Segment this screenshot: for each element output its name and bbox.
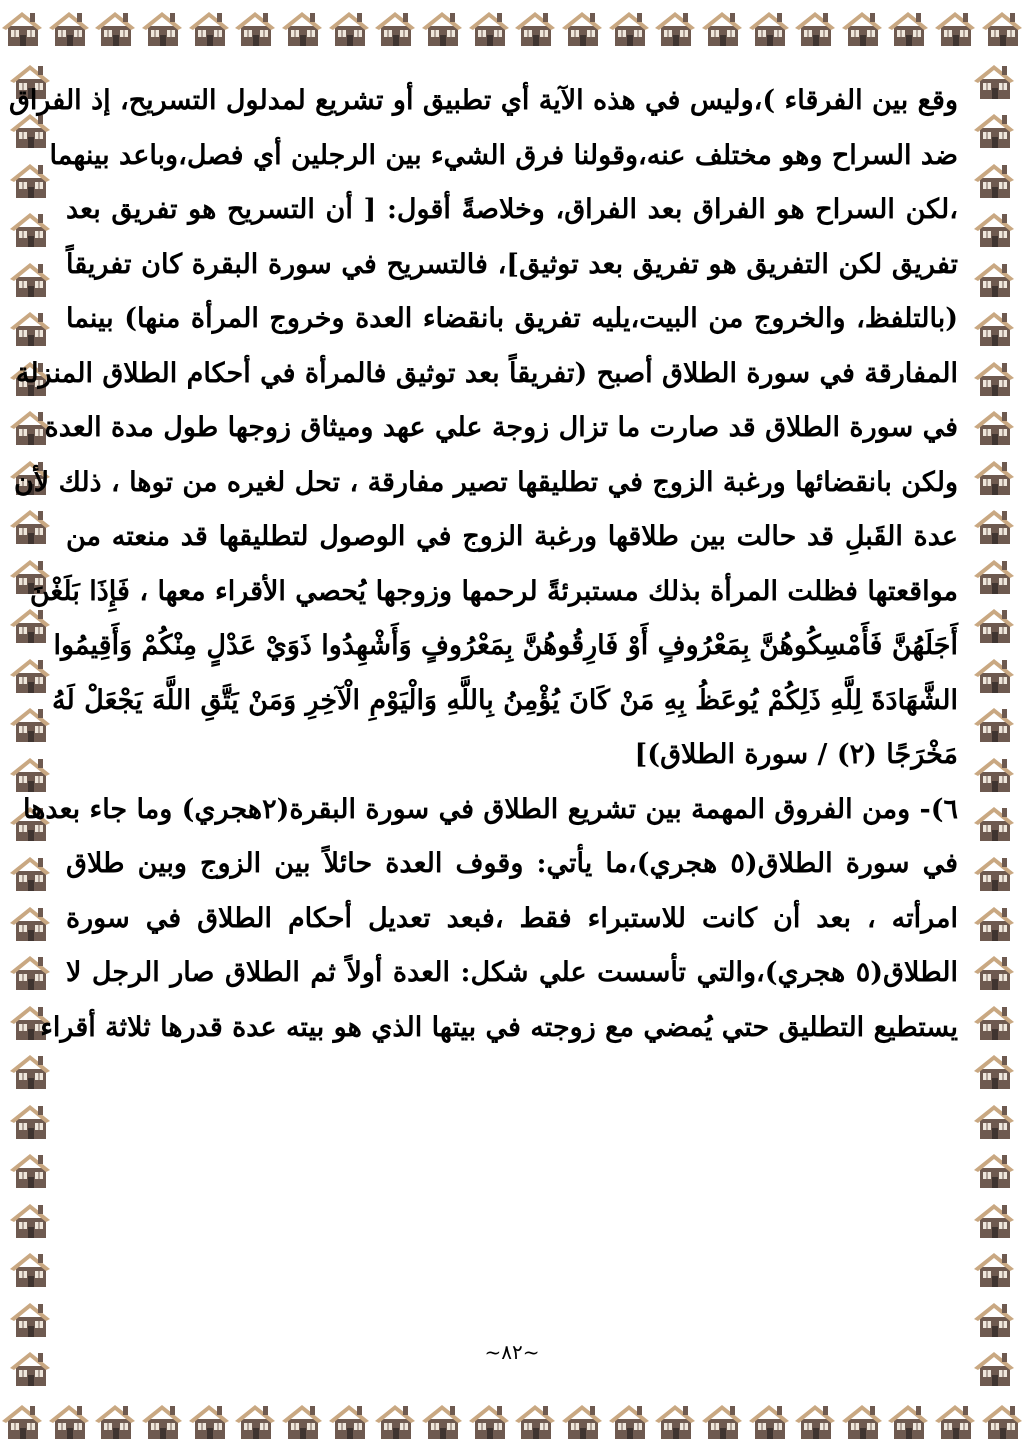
text-line: في سورة الطلاق(٥ هجري)،ما يأتي: وقوف العدة حائلاً بين الزوج وبين طلاق (66, 848, 958, 879)
house-icon (8, 306, 52, 350)
house-icon (840, 1399, 884, 1443)
house-icon (513, 6, 557, 50)
quran-verse-line: أَجَلَهُنَّ فَأَمْسِكُوهُنَّ بِمَعْرُوفٍ أَوْ فَارِقُوهُنَّ بِمَعْرُوفٍ وَأَشْهِدُوا ذَوَيْ عَدْلٍ مِنْكُمْ وَأَقِيمُوا (53, 630, 958, 661)
page-body (8, 74, 958, 1339)
house-icon (0, 1399, 44, 1443)
text-line: ضد السراح وهو مختلف عنه،وقولنا فرق الشيء بين الرجلين أي فصل،وباعد بينهما (49, 139, 958, 171)
house-icon (8, 1148, 52, 1192)
house-icon (8, 504, 52, 548)
house-icon (653, 6, 697, 50)
house-icon (280, 6, 324, 50)
house-icon (467, 1399, 511, 1443)
house-icon (972, 1198, 1016, 1242)
house-icon (972, 306, 1016, 350)
house-icon (972, 851, 1016, 895)
house-icon (8, 257, 52, 301)
house-icon (747, 1399, 791, 1443)
house-icon (327, 6, 371, 50)
house-icon (972, 1000, 1016, 1044)
house-icon (972, 653, 1016, 697)
text-line: ولكن بانقضائها ورغبة الزوج في تطليقها تصير مفارقة ، تحل لغيره من توها ، ذلك لأن (13, 466, 958, 498)
text-line: (بالتلفظ، والخروج من البيت،يليه تفريق بانقضاء العدة وخروج المرأة منها) بينما (66, 303, 958, 334)
text-line: امرأته ، بعد أن كانت للاستبراء فقط ،فبعد تعديل أحكام الطلاق في سورة (66, 902, 958, 934)
house-icon (8, 901, 52, 945)
house-icon (972, 752, 1016, 796)
house-icon (972, 1099, 1016, 1143)
house-icon (972, 702, 1016, 746)
house-icon (972, 801, 1016, 845)
house-icon (47, 6, 91, 50)
text-line: في سورة الطلاق قد صارت ما تزال زوجة علي عهد وميثاق زوجها طول مدة العدة (44, 412, 958, 443)
text-line: مواقعتها فظلت المرأة بذلك مستبرئةً لرحمها وزوجها يُحصي الأقراء معها ، فَإِذَا بَلَغْنَ (29, 575, 958, 607)
text-line: تفريق لكن التفريق هو تفريق بعد توثيق]، فالتسريح في سورة البقرة كان تفريقاً (66, 248, 958, 280)
house-icon (972, 405, 1016, 449)
text-line: ،لكن السراح هو الفراق بعد الفراق، وخلاصةً أقول: [ أن التسريح هو تفريق بعد (66, 194, 958, 225)
house-icon (8, 702, 52, 746)
house-icon (980, 1399, 1024, 1443)
house-icon (972, 554, 1016, 598)
house-icon (8, 950, 52, 994)
page-border-right (964, 56, 1024, 1393)
quran-verse-line: الشَّهَادَةَ لِلَّهِ ذَلِكُمْ يُوعَظُ بِهِ مَنْ كَانَ يُؤْمِنُ بِاللَّهِ وَالْيَوْمِ الْآخِرِ وَمَنْ يَتَّقِ اللَّهَ يَجْعَلْ لَهُ (52, 684, 958, 716)
house-icon (187, 6, 231, 50)
house-icon (8, 653, 52, 697)
house-icon (8, 1049, 52, 1093)
house-icon (280, 1399, 324, 1443)
house-icon (233, 6, 277, 50)
house-icon (747, 6, 791, 50)
house-icon (793, 1399, 837, 1443)
house-icon (700, 1399, 744, 1443)
house-icon (972, 455, 1016, 499)
page-number: ~٨٢~ (484, 1340, 540, 1364)
house-icon (793, 6, 837, 50)
house-icon (373, 6, 417, 50)
text-line: عدة القَبلِ قد حالت بين طلاقها ورغبة الزوج في الوصول لتطليقها قد منعته من (66, 521, 958, 552)
house-icon (840, 6, 884, 50)
house-icon (373, 1399, 417, 1443)
house-icon (327, 1399, 371, 1443)
house-icon (8, 158, 52, 202)
house-icon (972, 1247, 1016, 1291)
house-icon (972, 603, 1016, 647)
house-icon (972, 257, 1016, 301)
page-border-left (0, 56, 60, 1393)
page-border-top (0, 0, 1024, 56)
house-icon (700, 6, 744, 50)
house-icon (8, 851, 52, 895)
house-icon (972, 504, 1016, 548)
house-icon (8, 1247, 52, 1291)
house-icon (8, 1099, 52, 1143)
house-icon (8, 1198, 52, 1242)
house-icon (972, 901, 1016, 945)
house-icon (187, 1399, 231, 1443)
text-line: وقع بين الفرقاء )،وليس في هذه الآية أي تطبيق أو تشريع لمدلول التسريح، إذ الفراق (8, 85, 958, 116)
text-line: الطلاق(٥ هجري)،والتي تأسست علي شكل: العدة أولاً ثم الطلاق صار الرجل لا (66, 957, 958, 988)
house-icon (560, 6, 604, 50)
house-icon (607, 1399, 651, 1443)
house-icon (653, 1399, 697, 1443)
house-icon (0, 6, 44, 50)
house-icon (972, 1049, 1016, 1093)
house-icon (560, 1399, 604, 1443)
house-icon (886, 1399, 930, 1443)
house-icon (972, 950, 1016, 994)
house-icon (8, 1297, 52, 1341)
page-border-bottom (0, 1393, 1024, 1449)
house-icon (420, 1399, 464, 1443)
house-icon (972, 108, 1016, 152)
house-icon (972, 207, 1016, 251)
quran-verse-line: مَخْرَجًا (٢) / سورة الطلاق)] (634, 739, 958, 770)
house-icon (886, 6, 930, 50)
house-icon (980, 6, 1024, 50)
text-line: المفارقة في سورة الطلاق أصبح (تفريقاً بعد توثيق فالمرأة في أحكام الطلاق المنزلة (15, 357, 958, 389)
text-line: ٦)- ومن الفروق المهمة بين تشريع الطلاق في سورة البقرة(٢هجري) وما جاء بعدها (22, 793, 958, 825)
text-line: يستطيع التطليق حتي يُمضي مع زوجته في بيتها الذي هو بيته عدة قدرها ثلاثة أقراء (40, 1011, 958, 1043)
house-icon (8, 207, 52, 251)
house-icon (972, 59, 1016, 103)
house-icon (47, 1399, 91, 1443)
house-icon (972, 158, 1016, 202)
house-icon (972, 356, 1016, 400)
house-icon (93, 1399, 137, 1443)
house-icon (467, 6, 511, 50)
house-icon (93, 6, 137, 50)
house-icon (972, 1297, 1016, 1341)
house-icon (233, 1399, 277, 1443)
house-icon (933, 6, 977, 50)
house-icon (607, 6, 651, 50)
house-icon (420, 6, 464, 50)
house-icon (972, 1148, 1016, 1192)
house-icon (513, 1399, 557, 1443)
house-icon (140, 1399, 184, 1443)
house-icon (140, 6, 184, 50)
house-icon (933, 1399, 977, 1443)
